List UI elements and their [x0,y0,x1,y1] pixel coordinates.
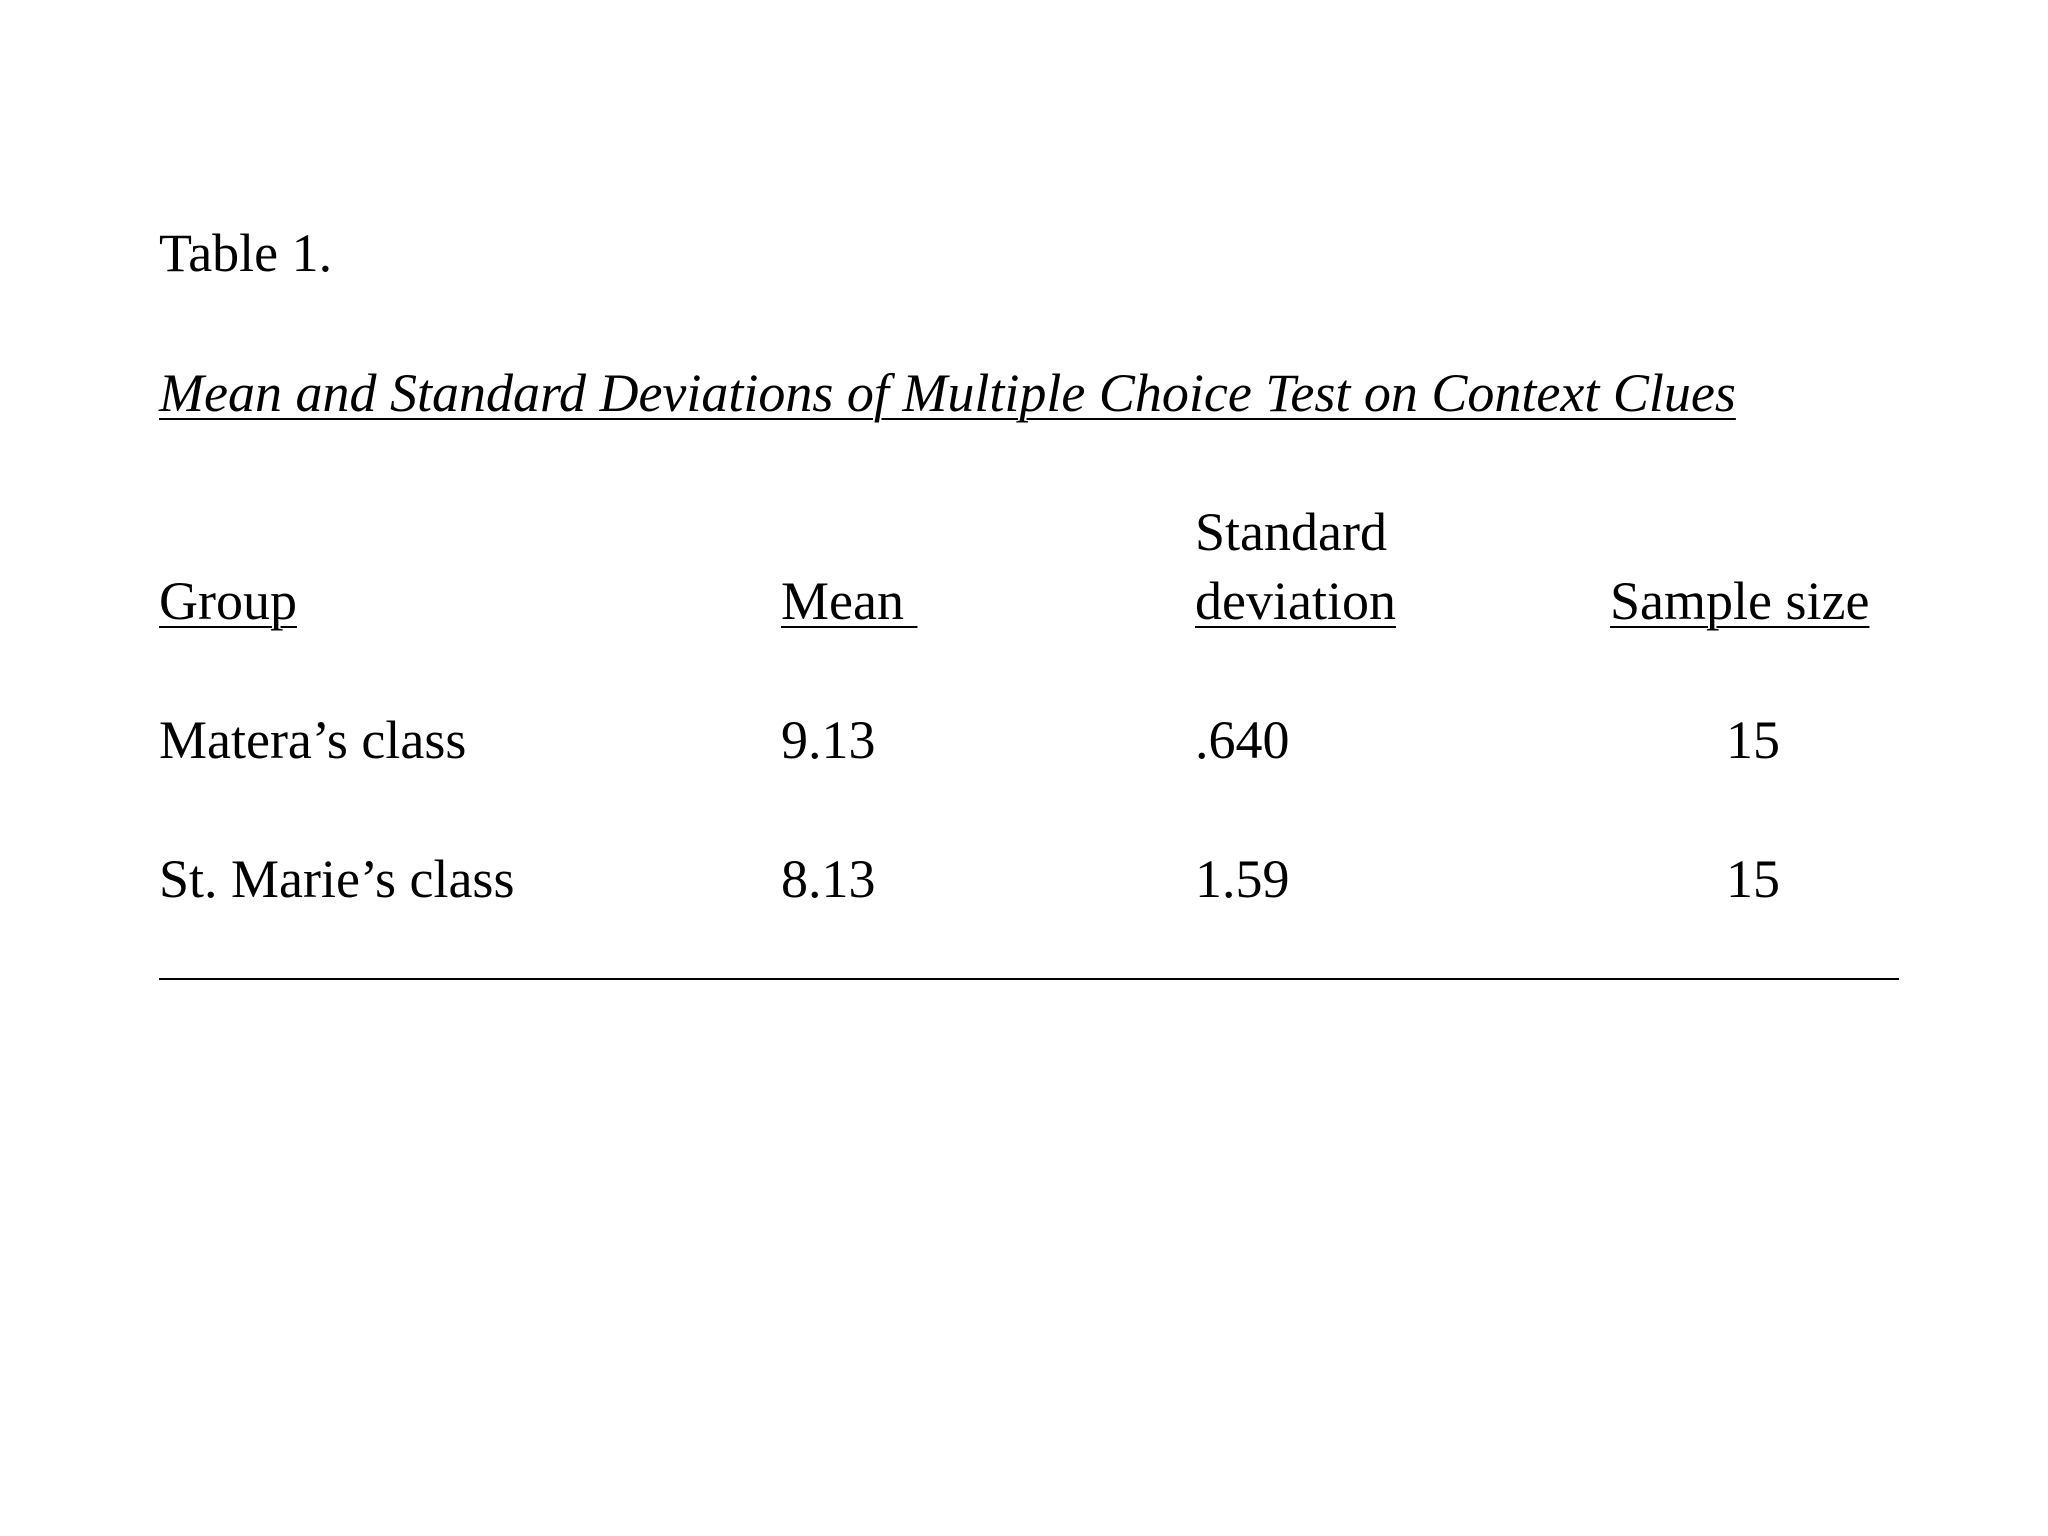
row2-standard-deviation: 1.59 [1195,849,1290,909]
header-standard-deviation-line1: Standard [1195,502,1387,562]
row1-standard-deviation: .640 [1195,710,1290,770]
row2-sample-size: 15 [1726,849,1780,909]
table-label: Table 1. [159,223,333,283]
row2-mean: 8.13 [781,849,876,909]
row1-group: Matera’s class [159,710,467,770]
row1-sample-size: 15 [1726,710,1780,770]
header-sample-size: Sample size [1610,571,1870,631]
table-caption: Mean and Standard Deviations of Multiple Choice Test on Context Clues [159,363,1736,423]
header-mean: Mean [781,571,918,631]
row1-mean: 9.13 [781,710,876,770]
header-group: Group [159,571,297,631]
row2-group: St. Marie’s class [159,849,515,909]
header-standard-deviation-line2: deviation [1195,571,1396,631]
table-bottom-rule [159,978,1899,980]
